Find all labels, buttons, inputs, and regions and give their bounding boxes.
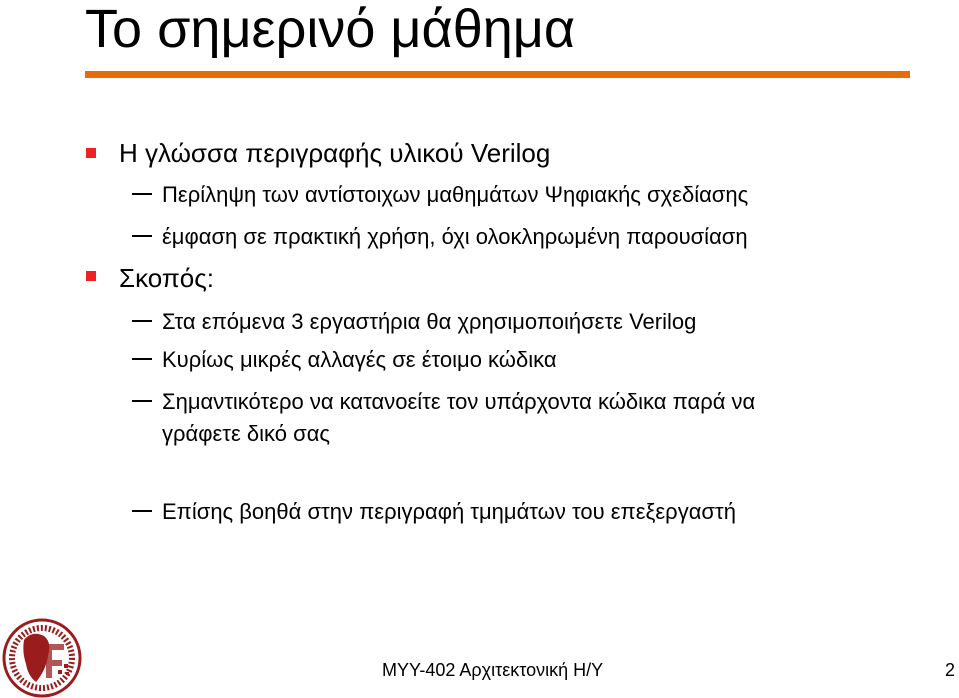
bullet-2-text: Σκοπός: — [119, 263, 214, 293]
sub-item: Επίσης βοηθά στην περιγραφή τμημάτων του επεξεργαστή — [162, 499, 736, 524]
sub-item-continuation: γράφετε δικό σας — [162, 421, 331, 446]
dash-icon — [132, 320, 152, 322]
dash-icon — [132, 400, 152, 402]
dash-icon — [132, 510, 152, 512]
dash-icon — [132, 193, 152, 195]
sub-item: Κυρίως μικρές αλλαγές σε έτοιμο κώδικα — [162, 347, 557, 372]
bullet-1-text: Η γλώσσα περιγραφής υλικού Verilog — [119, 138, 551, 168]
sub-item: Περίληψη των αντίστοιχων μαθημάτων Ψηφιακής σχεδίασης — [162, 182, 749, 207]
university-seal-icon — [0, 600, 84, 698]
slide-title: Το σημερινό μάθημα — [85, 0, 576, 59]
sub-item: Σημαντικότερο να κατανοείτε τον υπάρχοντα κώδικα παρά να — [162, 389, 756, 414]
dash-icon — [132, 358, 152, 360]
sub-item: έμφαση σε πρακτική χρήση, όχι ολοκληρωμένη παρουσίαση — [162, 224, 748, 249]
footer-course: ΜΥΥ-402 Αρχιτεκτονική Η/Υ — [382, 660, 604, 680]
bullet-square-icon — [86, 271, 96, 281]
page-number: 2 — [945, 660, 956, 680]
bullet-square-icon — [86, 148, 96, 158]
title-underline — [85, 71, 910, 78]
dash-icon — [132, 235, 152, 237]
sub-item: Στα επόμενα 3 εργαστήρια θα χρησιμοποιήσετε Verilog — [162, 309, 697, 334]
